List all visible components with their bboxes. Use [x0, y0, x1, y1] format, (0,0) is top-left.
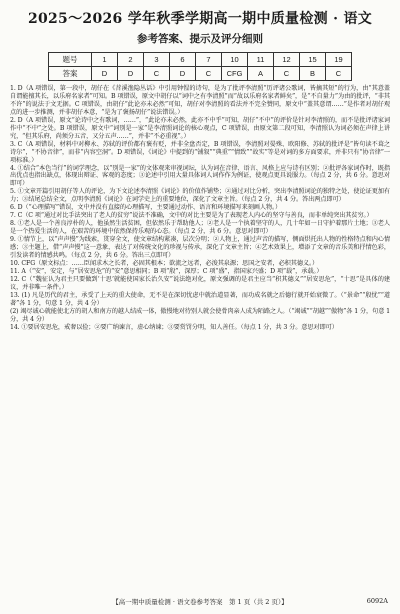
answer-explanations: [10, 85, 390, 332]
page-footer: [0, 597, 400, 606]
question-number: 7: [196, 53, 222, 67]
answer-paragraph: 5. ①文章开篇引用胡仔等人的评论，为下文论述李清照《词论》的价值作铺垫；②通过对比分析，突出李清照词论的独特之处，使论证更加有力；③结尾总结全文，点明李清照《词论》在词学史上的重要地位，深化了文章主旨。（每点 2 分，共 4 分。答出两点即可）: [10, 188, 390, 204]
answer-cell: D: [170, 67, 196, 81]
answer-table: [48, 52, 352, 81]
answer-cell: D: [118, 67, 144, 81]
question-number: 1: [92, 53, 118, 67]
question-number: 19: [326, 53, 352, 67]
answer-cell: B: [300, 67, 326, 81]
answer-paragraph: 6. D（“心理描写”错误，文中并没有直接的心理描写，主要通过动作、语言和环境描写来刻画人物。）: [10, 204, 282, 212]
answer-paragraph: 1. D（A 项错误，第一段中，胡仔在《苕溪渔隐丛话》中引用钟惺的诗句，是为了批评李清照“历评诸公歌词，皆摘其短”的行为，由“其意盖自谓能擅其长，以乐府名家者”可知。B 项错误，原文中胡仔以“词中之有李清照”而“故以乐府名家者鲜矣”，是“不自量力”为由的批评，“非其不许”的说法于文无据。C 项错误，由胡仔“此论亦未必然”可知，胡仔对李清照的看法并不完全赞同，原文中“盖其意谓……”是作者对胡仔观点的进一步推测，并非胡仔本意，“是为了褒扬胡仔”说法错误。）: [10, 85, 390, 116]
answer-paragraph: 14. ①要居安思危，戒奢以俭；②要广纳谏言，虚心纳谏；③要赏罚分明，知人善任。（每点 1 分，共 3 分。意思对即可）: [10, 323, 338, 331]
answer-paragraph: 9. ①情节上，以“声声慢”为线索，贯穿全文，使文章结构紧凑，层次分明；②人物上，通过声音的描写，侧面烘托出人物的性格特点和内心情感；③主题上，借“声声慢”这一意象，表达了对传统文化的珍视与传承，深化了文章主旨；④艺术效果上，增添了文章的音乐美和抒情色彩，引发读者的情感共鸣。（每点 2 分，共 6 分。答出三点即可）: [10, 236, 390, 260]
question-number: 6: [170, 53, 196, 67]
answer-paragraph: (2) 竭尽诚心就能使北方的胡人和南方的越人结成一体，傲慢地对待别人就会使骨肉亲人成为陌路之人。（“竭诚”“胡越”“傲物”各 1 分，句意 1 分，共 4 分）: [10, 307, 390, 323]
answer-cell: C: [196, 67, 222, 81]
answer-paragraph: 7. C（C 项“通过对比手法突出了老人的贫穷”说法不准确，文中的对比主要是为了表现老人内心的坚守与善良，而非单纯突出其贫穷。）: [10, 212, 373, 220]
page-subtitle: 参考答案、提示及评分细则: [137, 33, 263, 45]
answer-paragraph: 10. CFG（原文标点：……臣闻求木之长者，必固其根本；欲流之远者，必浚其泉源；思国之安者，必积其德义。）: [10, 259, 319, 267]
question-number: 10: [222, 53, 248, 67]
answer-paragraph: 13. (1) 凡是历代的君主，承受了上天的重大使命，无不是在深切忧虑中就治道显著，而功成名就之后德行就开始衰微了。（“景命”“殷忧”“道著”各 1 分，句意 1 分，共 4 分）: [10, 291, 390, 307]
answer-paragraph: 12. C（“魏征认为君主只要做到‘十思’就能使国家长治久安”说法绝对化，原文强调的是君主应当“积其德义”“居安思危”，“十思”是具体的建议，并非唯一条件。）: [10, 275, 390, 291]
answer-cell: C: [144, 67, 170, 81]
answer-cell: C: [326, 67, 352, 81]
answer-cell: CFG: [222, 67, 248, 81]
question-number: 12: [274, 53, 300, 67]
answer-table-answer-row: [49, 67, 352, 81]
answer-cell: C: [274, 67, 300, 81]
footer-text: 【高一期中质量检测 · 语文卷参考答案 第 1 页（共 2 页）】: [112, 598, 288, 606]
answer-paragraph: 8. ①老人是一个善良淳朴的人，他虽然生活贫困，但依然乐于帮助他人；②老人是一个执着坚守的人，几十年如一日守护着那片土地；③老人是一个热爱生活的人，在艰苦的环境中依然保持乐观的心态。（每点 2 分，共 6 分。意思对即可）: [10, 220, 390, 236]
answer-table-number-row: [49, 53, 352, 67]
answer-paragraph: 2. D（A 项错误，原文“论诗中之有歌词，……”，“此论亦未必然，此亦不中乎”可知，胡仔“不中”的评价是针对李清照的，而不是批评诸家词作中“不中”之处。B 项错误，原文中“词别是一家”是李清照词论的核心观点，C 项错误，由原文第二段可知，李清照认为词必须在声律上讲究，“但其乐府，尚须分五音，又分五声……”，并非“不必重视”。）: [10, 116, 390, 140]
answer-cell: D: [92, 67, 118, 81]
answer-paragraph: 11. A（“安”，安定，与“居安思危”的“安”意思相同；B 项“殷”，深厚；C 项“盛”，指国家兴盛；D 项“载”，承载。）: [10, 267, 323, 275]
answer-paragraph: 3. C（A 项错误，材料中对柳永、苏轼的评价都有褒有贬，并非全盘否定，B 项错误，李清照对晏殊、欧阳修、苏轼的批评是“皆句读不葺之诗尔”，“不协音律”，而非“内容空洞”。D 项错误，《词论》中提到的“铺叙”“典重”“情致”“故实”等是对词的多方面要求，并非只有“协音律”一项标准。）: [10, 140, 390, 164]
question-number: 11: [248, 53, 274, 67]
question-number: 3: [144, 53, 170, 67]
document-code: 6092A: [366, 597, 388, 605]
question-number: 2: [118, 53, 144, 67]
answer-table-header-label: 题号: [49, 53, 92, 67]
page-title: 2025～2026 学年秋季学期高一期中质量检测 · 语文: [27, 11, 373, 27]
question-number: 15: [300, 53, 326, 67]
answer-table-answer-label: 答案: [49, 67, 92, 81]
answer-cell: A: [248, 67, 274, 81]
answer-paragraph: 4. ①结合“本色当行”的词学理念，以“别是一家”的文体观来审视词坛，认为词在音律、语言、风格上应与诗有区别；②批评各家词作时，既指出优点也指出缺点，体现出辩证、客观的态度；③论述中引用大量具体词人词作作为例证，使观点更具说服力。（每点 2 分，共 6 分。意思对即可）: [10, 164, 390, 188]
